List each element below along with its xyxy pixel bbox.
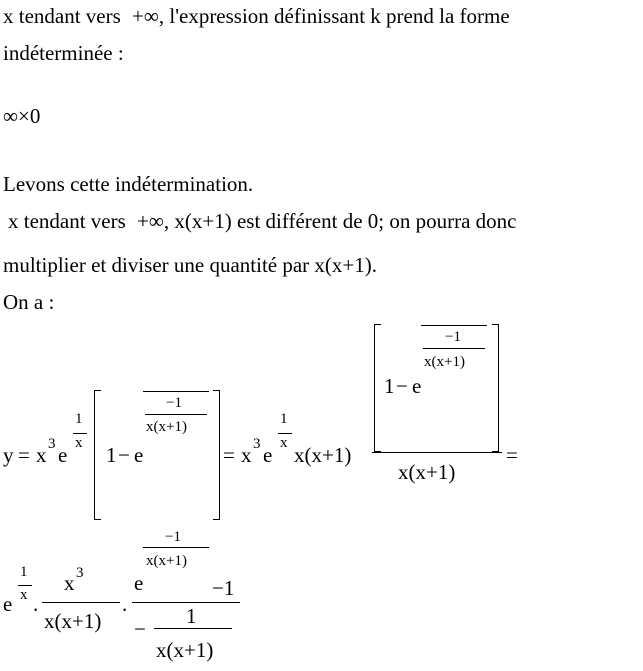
eq1-exp-den: x	[75, 435, 83, 451]
eq1-frac-overbar	[421, 325, 487, 326]
eq2-inner-den: x(x+1)	[146, 553, 187, 569]
eq1-exp-fraction-bar	[73, 433, 87, 434]
eq1-e-2: e	[263, 443, 273, 467]
eq1-e-inner: e	[134, 443, 144, 467]
eq2-num-exponent: 3	[76, 565, 84, 581]
eq1-left-bracket	[94, 390, 101, 520]
eq1-x-xp1: x(x+1)	[294, 443, 352, 467]
eq1-one: 1	[106, 443, 117, 467]
eq2-exp-den: x	[20, 587, 28, 603]
eq1-main-fraction-bar	[372, 452, 502, 453]
eq1-exp-den-2: x	[280, 435, 288, 451]
paragraph-2-line-2	[8, 211, 516, 232]
eq1-frac-right-bracket	[492, 324, 499, 452]
eq1-y: y	[3, 443, 14, 467]
eq1-exponent-3: 3	[48, 436, 56, 452]
eq1-e: e	[58, 443, 68, 467]
eq2-num-x: x	[64, 571, 75, 595]
eq2-den-den: x(x+1)	[156, 638, 214, 662]
indeterminate-form: ∞×0	[3, 104, 41, 128]
eq1-x-2: x	[241, 443, 252, 467]
eq2-exp-fraction-bar	[18, 585, 32, 586]
eq2-fraction-bar-2	[132, 602, 240, 603]
eq1-inner-num: −1	[166, 395, 182, 411]
intro-line-1	[3, 6, 510, 27]
eq1-exp-num: 1	[75, 411, 83, 427]
paragraph-2-line-2-pre: x tendant vers	[8, 209, 126, 233]
eq1-right-bracket	[213, 390, 220, 520]
eq1-inner-fraction-bar	[145, 414, 207, 415]
intro-line-1-post: , l'expression définissant k prend la forme	[158, 4, 510, 28]
eq1-exp-num-2: 1	[280, 411, 288, 427]
eq1-minus: −	[118, 443, 130, 467]
paragraph-2-line-2-infinity: +∞	[137, 209, 164, 233]
eq1-frac-inner-den: x(x+1)	[424, 354, 465, 370]
eq1-frac-e: e	[412, 374, 422, 398]
eq1-exp-fraction-bar-2	[278, 433, 292, 434]
eq2-e: e	[3, 592, 13, 616]
paragraph-2-line-3: multiplier et diviser une quantité par x(x+1).	[3, 253, 377, 277]
eq2-den-fraction-bar	[154, 628, 232, 629]
eq2-num-overbar	[143, 547, 209, 548]
paragraph-2-line-1: Levons cette indétermination.	[3, 172, 254, 196]
intro-line-1-infinity: +∞	[132, 4, 159, 28]
intro-line-2: indéterminée :	[3, 41, 124, 65]
eq2-exp-num: 1	[20, 564, 28, 580]
eq2-dot-1: .	[33, 592, 39, 616]
eq2-minus-one: −1	[212, 576, 235, 600]
eq1-equals: =	[18, 443, 30, 467]
eq1-inner-overbar	[143, 391, 209, 392]
eq2-den-minus: −	[134, 617, 146, 641]
eq1-frac-minus: −	[396, 374, 408, 398]
eq1-frac-den: x(x+1)	[398, 460, 456, 484]
eq2-dot-2: .	[122, 592, 128, 616]
eq2-den-num: 1	[186, 604, 197, 628]
eq1-frac-left-bracket	[374, 324, 381, 452]
eq1-exponent-3-2: 3	[253, 436, 261, 452]
eq1-frac-one: 1	[384, 374, 395, 398]
eq2-inner-num: −1	[165, 529, 181, 545]
paragraph-2-line-4: On a :	[3, 290, 55, 314]
eq1-inner-den: x(x+1)	[146, 419, 187, 435]
paragraph-2-line-2-mid: , x(x+1) est différent de 0; on pourra donc	[163, 209, 517, 233]
eq1-equals-end: =	[506, 443, 518, 467]
eq2-den-1: x(x+1)	[44, 609, 102, 633]
eq1-x: x	[36, 443, 47, 467]
eq1-frac-inner-bar	[423, 348, 485, 349]
eq2-fraction-bar-1	[42, 602, 120, 603]
eq1-frac-inner-num: −1	[445, 329, 461, 345]
eq2-num-e: e	[134, 571, 144, 595]
intro-line-1-pre: x tendant vers	[3, 4, 121, 28]
eq1-equals-2: =	[223, 443, 235, 467]
